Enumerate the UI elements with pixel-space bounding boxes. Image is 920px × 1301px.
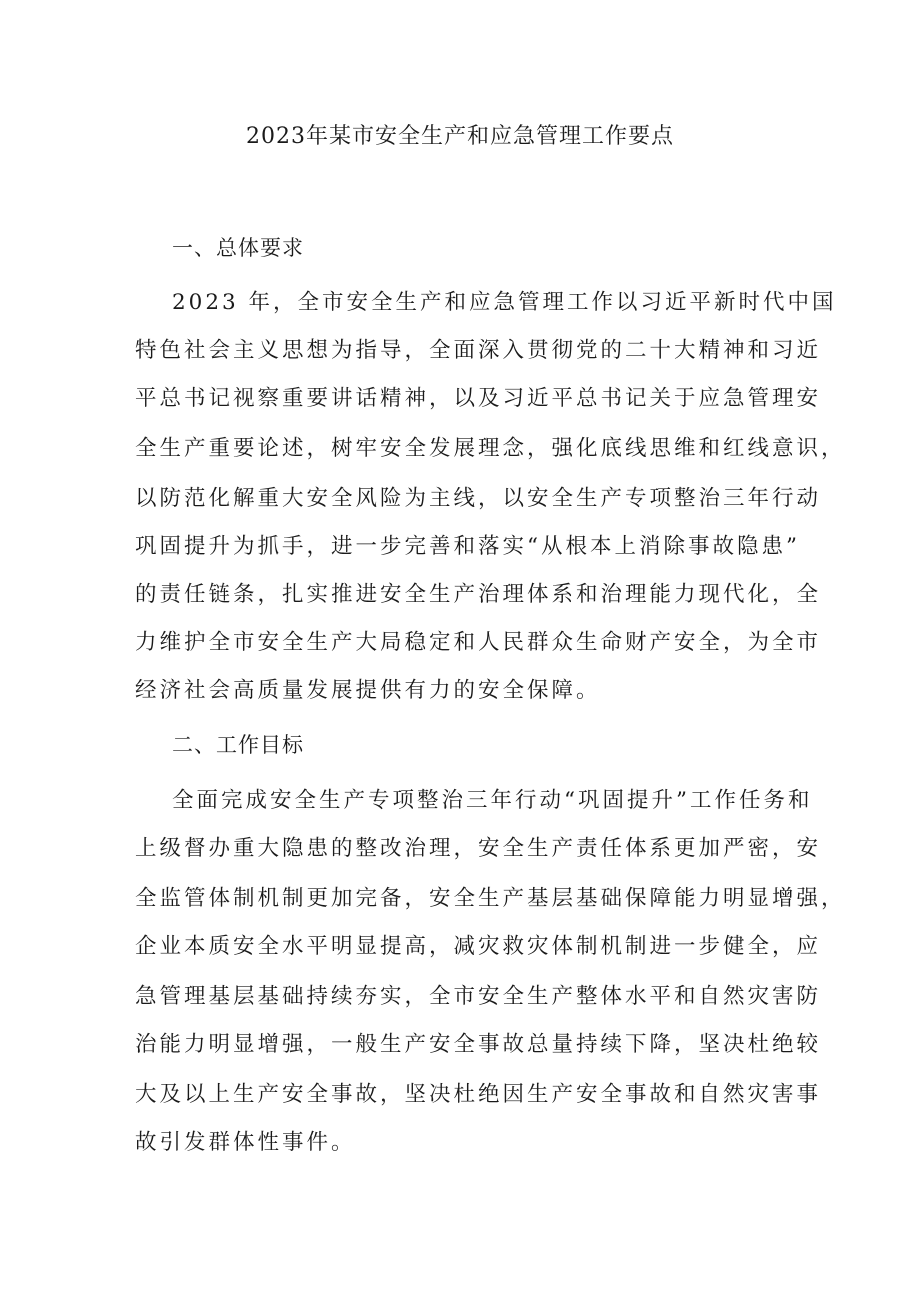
paragraph-line: 全监管体制机制更加完备，安全生产基层基础保障能力明显增强， <box>135 886 846 911</box>
paragraph-line: 的责任链条，扎实推进安全生产治理体系和治理能力现代化，全 <box>135 582 822 607</box>
paragraph-line: 急管理基层基础持续夯实，全市安全生产整体水平和自然灾害防 <box>135 984 822 1009</box>
paragraph-line: 力维护全市安全生产大局稳定和人民群众生命财产安全，为全市 <box>135 630 822 655</box>
paragraph-line: 上级督办重大隐患的整改治理，安全生产责任体系更加严密，安 <box>135 836 822 861</box>
paragraph-line: 特色社会主义思想为指导，全面深入贯彻党的二十大精神和习近 <box>135 338 822 363</box>
paragraph-line: 以防范化解重大安全风险为主线，以安全生产专项整治三年行动 <box>135 486 822 511</box>
paragraph-line: 经济社会高质量发展提供有力的安全保障。 <box>135 678 601 703</box>
document-title: 2023年某市安全生产和应急管理工作要点 <box>246 124 674 149</box>
paragraph-line: 大及以上生产安全事故，坚决杜绝因生产安全事故和自然灾害事 <box>135 1082 822 1107</box>
paragraph-line: 平总书记视察重要讲话精神，以及习近平总书记关于应急管理安 <box>135 386 822 411</box>
section-heading-general-requirements: 一、总体要求 <box>172 236 304 260</box>
paragraph-line: 治能力明显增强，一般生产安全事故总量持续下降，坚决杜绝较 <box>135 1032 822 1057</box>
paragraph-line: 故引发群体性事件。 <box>135 1130 356 1155</box>
paragraph-line: 全面完成安全生产专项整治三年行动“巩固提升”工作任务和 <box>172 788 813 813</box>
paragraph-line: 企业本质安全水平明显提高，减灾救灾体制机制进一步健全，应 <box>135 934 822 959</box>
paragraph-line: 2023 年，全市安全生产和应急管理工作以习近平新时代中国 <box>172 290 837 315</box>
section-heading-work-goals: 二、工作目标 <box>172 733 304 757</box>
paragraph-line: 巩固提升为抓手，进一步完善和落实“从根本上消除事故隐患” <box>135 534 800 559</box>
paragraph-line: 全生产重要论述，树牢安全发展理念，强化底线思维和红线意识， <box>135 436 846 461</box>
